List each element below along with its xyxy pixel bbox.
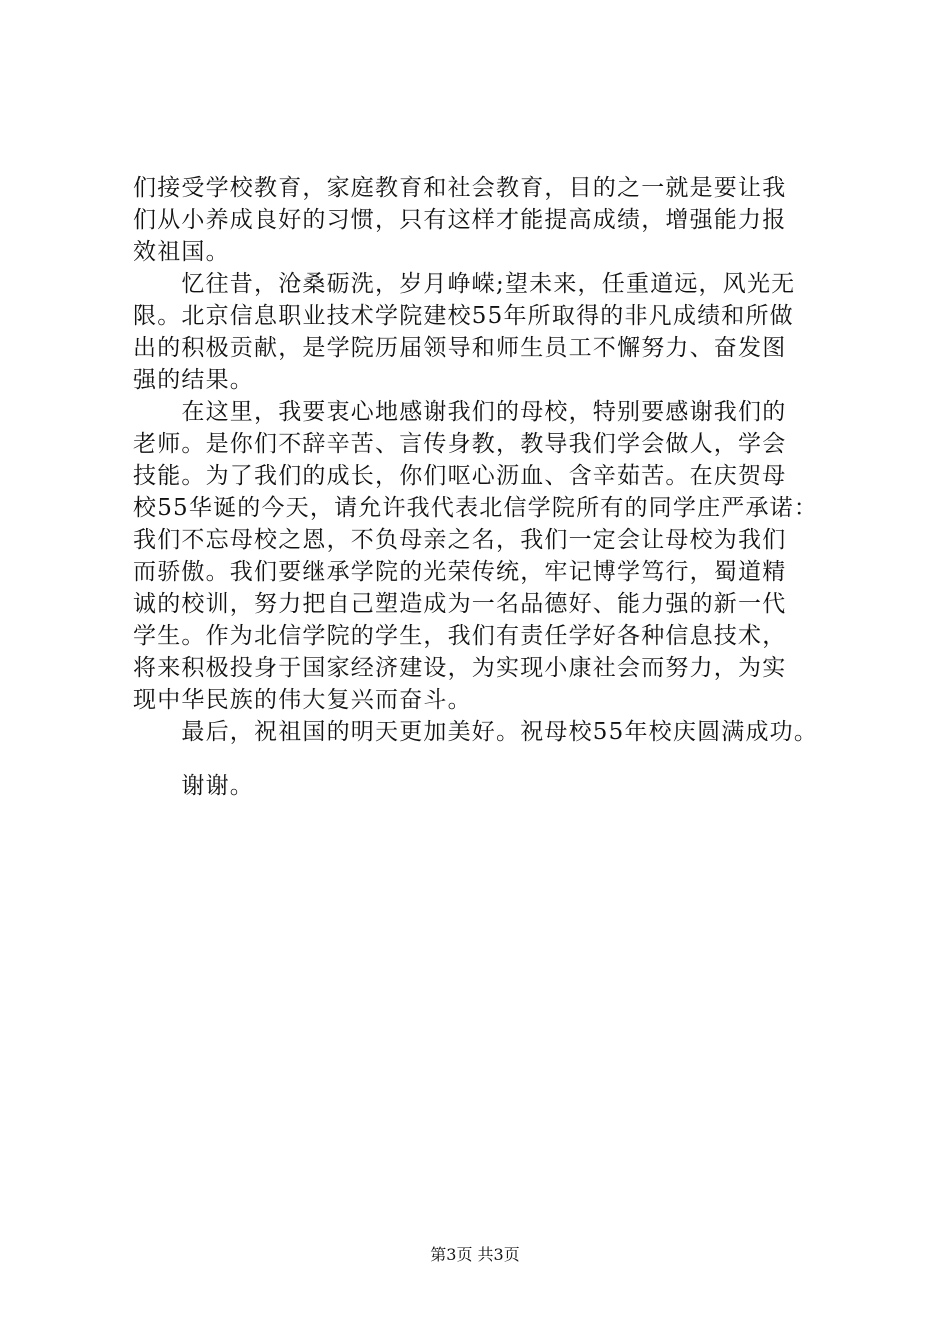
text-line: 们从小养成良好的习惯，只有这样才能提高成绩，增强能力报 <box>133 207 787 233</box>
text-line: 强的结果。 <box>133 367 254 393</box>
closing-line: 谢谢。 <box>133 773 254 799</box>
text-line: 校55华诞的今天，请允许我代表北信学院所有的同学庄严承诺： <box>133 495 819 521</box>
text-line: 效祖国。 <box>133 239 230 265</box>
text-line: 现中华民族的伟大复兴而奋斗。 <box>133 687 472 713</box>
text-line: 技能。为了我们的成长，你们呕心沥血、含辛茹苦。在庆贺母 <box>133 463 787 489</box>
text-line: 们接受学校教育，家庭教育和社会教育，目的之一就是要让我 <box>133 175 787 201</box>
text-line: 在这里，我要衷心地感谢我们的母校，特别要感谢我们的 <box>133 399 787 425</box>
text-line: 出的积极贡献，是学院历届领导和师生员工不懈努力、奋发图 <box>133 335 787 361</box>
text-line: 而骄傲。我们要继承学院的光荣传统，牢记博学笃行，蜀道精 <box>133 559 787 585</box>
text-line: 学生。作为北信学院的学生，我们有责任学好各种信息技术， <box>133 623 787 649</box>
text-line: 老师。是你们不辞辛苦、言传身教，教导我们学会做人，学会 <box>133 431 787 457</box>
text-line: 诚的校训，努力把自己塑造成为一名品德好、能力强的新一代 <box>133 591 787 617</box>
text-line: 我们不忘母校之恩，不负母亲之名，我们一定会让母校为我们 <box>133 527 787 553</box>
page-footer: 第3页 共3页 <box>430 1245 520 1264</box>
text-line: 忆往昔，沧桑砺洗，岁月峥嵘;望未来，任重道远，风光无 <box>133 271 796 297</box>
text-line: 将来积极投身于国家经济建设，为实现小康社会而努力，为实 <box>133 655 787 681</box>
paragraph-gap <box>133 748 833 770</box>
text-line: 限。北京信息职业技术学院建校55年所取得的非凡成绩和所做 <box>133 303 794 329</box>
document-body <box>133 172 833 802</box>
text-line: 最后，祝祖国的明天更加美好。祝母校55年校庆圆满成功。 <box>133 719 819 745</box>
